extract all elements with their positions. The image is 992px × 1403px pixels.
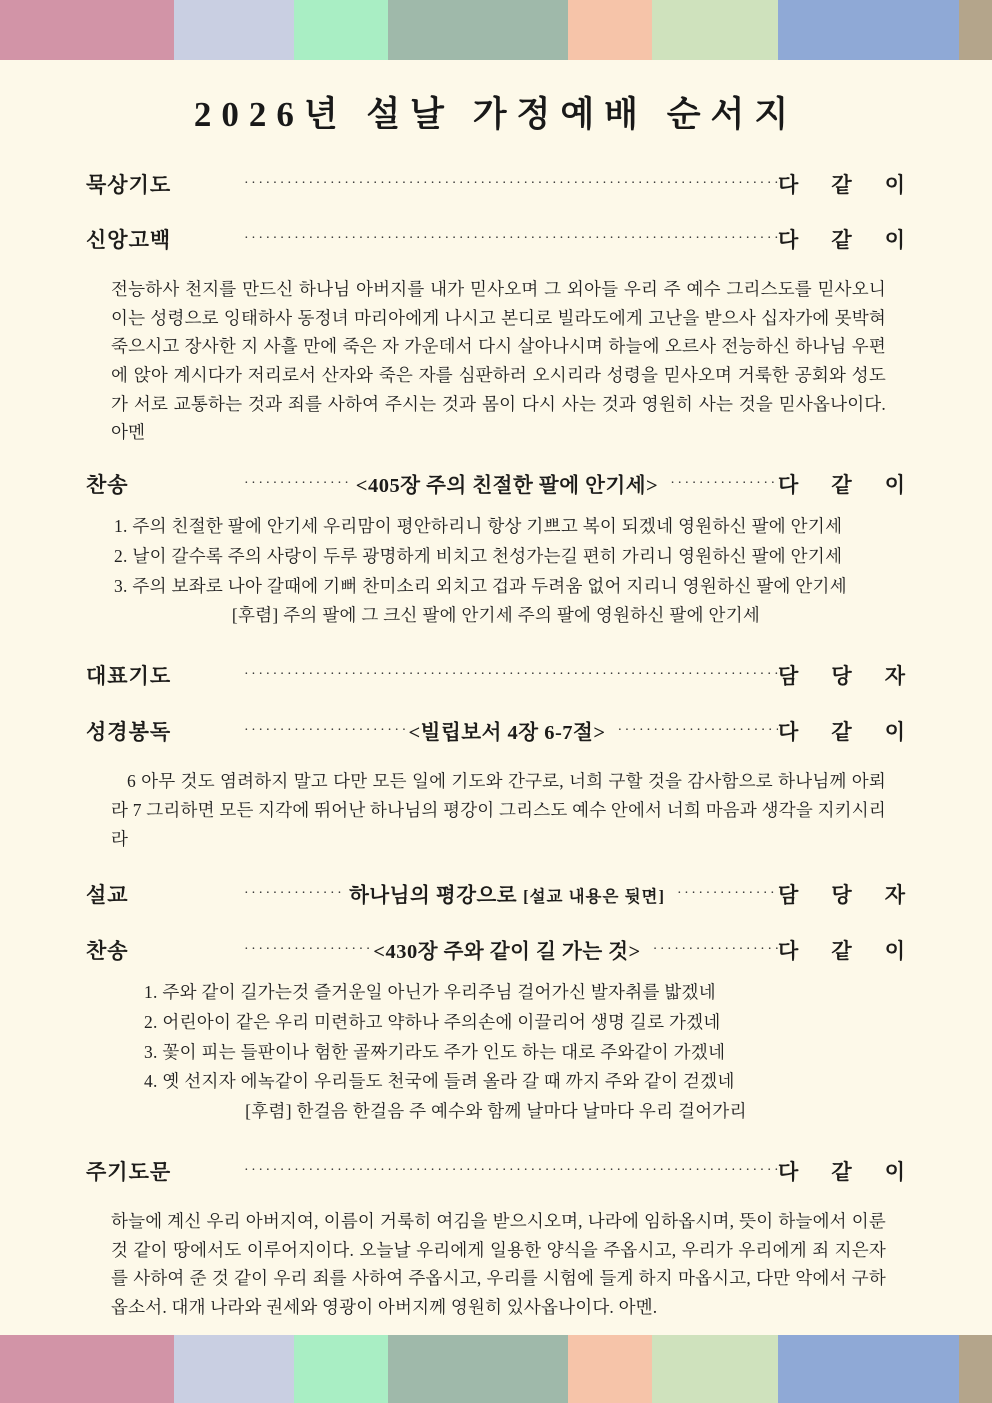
decorative-stripe-palegreen — [652, 0, 778, 60]
dotted-leader — [236, 668, 778, 682]
decorative-stripe-peach — [568, 1335, 652, 1403]
hymn-405-verses — [86, 512, 906, 601]
hymn-405-title: <405장 주의 친절한 팔에 안기세> — [355, 475, 659, 498]
scripture-text: 6 아무 것도 염려하지 말고 다만 모든 일에 기도와 간구로, 너희 구할 것을 감사함으로 하나님께 아뢰라 7 그리하면 모든 지각에 뛰어난 하나님의 평강이 그리스도 예수 안에서 너희 마음과 생각을 지키시리라 — [111, 771, 886, 849]
decorative-stripe-palegreen — [652, 1335, 778, 1403]
sermon-note: [설교 내용은 뒷면] — [523, 887, 665, 907]
order-line-representative-prayer — [86, 660, 906, 690]
hymn-430-verses — [86, 978, 906, 1097]
dotted-leader — [236, 477, 352, 491]
order-item-label: 대표기도 — [86, 664, 172, 689]
order-line-scripture-reading — [86, 715, 906, 746]
hymn-verse: 2. 날이 갈수록 주의 사랑이 두루 광명하게 비치고 천성가는길 편히 가리니 영원하신 팔에 안기세 — [114, 545, 843, 566]
page-title: 2026년 설날 가정예배 순서지 — [193, 95, 799, 134]
hymn-verse: 4. 옛 선지자 에녹같이 우리들도 천국에 들려 올라 갈 때 까지 주와 같이 걷겠네 — [144, 1071, 735, 1092]
decorative-stripe-sage — [388, 1335, 568, 1403]
decorative-stripe-sage — [388, 0, 568, 60]
decorative-stripe-tan — [959, 0, 992, 60]
decorative-stripe-blue — [778, 0, 959, 60]
decorative-stripe-lavender — [174, 0, 294, 60]
hymn-verse: 1. 주의 친절한 팔에 안기세 우리맘이 평안하리니 항상 기쁘고 복이 되겠네 영원하신 팔에 안기세 — [114, 516, 843, 537]
hymn-verse: 2. 어린아이 같은 우리 미련하고 약하나 주의손에 이끌리어 생명 길로 가겠네 — [144, 1011, 721, 1032]
decorative-stripe-mint — [294, 1335, 388, 1403]
order-of-service — [0, 169, 992, 1322]
sheet-body — [0, 60, 992, 1339]
decorative-stripe-tan — [959, 1335, 992, 1403]
hymn-405-refrain: [후렴] 주의 팔에 그 크신 팔에 안기세 주의 팔에 영원하신 팔에 안기세 — [231, 605, 761, 626]
order-item-label: 찬송 — [86, 939, 129, 964]
scripture-reference: <빌립보서 4장 6-7절> — [408, 722, 606, 745]
hymn-verse: 1. 주와 같이 길가는것 즐거운일 아닌가 우리주님 걸어가신 발자취를 밟겠네 — [144, 982, 716, 1003]
order-item-assignee: 다 같 이 — [778, 1159, 906, 1184]
order-line-hymn-430 — [86, 934, 906, 965]
order-item-label: 설교 — [86, 883, 129, 908]
order-line-hymn-405 — [86, 468, 906, 499]
decorative-stripe-mint — [294, 0, 388, 60]
hymn-430-title: <430장 주와 같이 길 가는 것> — [373, 941, 641, 964]
dotted-leader — [669, 887, 778, 901]
sermon-title: 하나님의 평강으로 — [349, 885, 518, 908]
order-item-label: 성경봉독 — [86, 720, 172, 745]
bottom-stripe-band — [0, 1335, 992, 1403]
order-line-meditation-prayer — [86, 169, 906, 199]
order-item-label: 신앙고백 — [86, 228, 172, 252]
decorative-stripe-lavender — [174, 1335, 294, 1403]
order-item-assignee: 다 같 이 — [778, 720, 907, 745]
top-stripe-band — [0, 0, 992, 60]
order-item-label: 묵상기도 — [86, 173, 172, 197]
dotted-leader — [236, 887, 345, 901]
dotted-leader — [236, 943, 369, 957]
dotted-leader — [236, 177, 778, 191]
decorative-stripe-peach — [568, 0, 652, 60]
order-line-creed — [86, 224, 906, 254]
apostles-creed-text: 전능하사 천지를 만드신 하나님 아버지를 내가 믿사오며 그 외아들 우리 주 예수 그리스도를 믿사오니 이는 성령으로 잉태하사 동정녀 마리아에게 나시고 본디로 빌라도에게 고난을 받으사 십자가에 못박혀 죽으시고 장사한 지 사흘 만에 죽은 자 가운데서 다시 살아나시며 하늘에 오르사 전능하신 하나님 우편에 앉아 계시다가 저리로서 산자와 죽은 자를 심판하러 오시리라 성령을 믿사오며 거룩한 공회와 성도가 서로 교통하는 것과 죄를 사하여 주시는 것과 몸이 다시 사는 것과 영원히 사는 것을 믿사옵나이다. 아멘 — [111, 279, 886, 443]
decorative-stripe-blue — [778, 1335, 959, 1403]
dotted-leader — [236, 1164, 778, 1178]
order-item-label: 찬송 — [86, 473, 129, 498]
decorative-stripe-pink — [0, 1335, 174, 1403]
order-item-assignee: 담 당 자 — [778, 883, 906, 908]
hymn-430-refrain: [후렴] 한걸음 한걸음 주 예수와 함께 날마다 날마다 우리 걸어가리 — [245, 1101, 747, 1122]
order-item-assignee: 다 같 이 — [778, 939, 906, 964]
order-item-assignee: 다 같 이 — [778, 228, 906, 252]
order-item-assignee: 다 같 이 — [778, 173, 906, 197]
dotted-leader — [236, 724, 405, 738]
dotted-leader — [645, 943, 778, 957]
decorative-stripe-pink — [0, 0, 174, 60]
order-line-sermon — [86, 878, 906, 909]
dotted-leader — [662, 477, 778, 491]
order-line-lords-prayer — [86, 1156, 906, 1186]
order-item-label: 주기도문 — [86, 1159, 172, 1184]
order-item-assignee: 담 당 자 — [778, 664, 906, 689]
lords-prayer-text: 하늘에 계신 우리 아버지여, 이름이 거룩히 여김을 받으시오며, 나라에 임하옵시며, 뜻이 하늘에서 이룬 것 같이 땅에서도 이루어지이다. 오늘날 우리에게 일용한 양식을 주옵시고, 우리가 우리에게 죄 지은자를 사하여 준 것 같이 우리 죄를 사하여 주옵시고, 우리를 시험에 들게 하지 마옵시고, 다만 악에서 구하옵소서. 대개 나라와 권세와 영광이 아버지께 영원히 있사옵나이다. 아멘. — [111, 1210, 886, 1317]
hymn-verse: 3. 주의 보좌로 나아 갈때에 기뻐 찬미소리 외치고 겁과 두려움 없어 지리니 영원하신 팔에 안기세 — [114, 575, 847, 596]
dotted-leader — [610, 724, 779, 738]
dotted-leader — [236, 232, 778, 246]
order-item-assignee: 다 같 이 — [778, 473, 907, 498]
hymn-verse: 3. 꽃이 피는 들판이나 험한 골짜기라도 주가 인도 하는 대로 주와같이 가겠네 — [144, 1041, 726, 1062]
